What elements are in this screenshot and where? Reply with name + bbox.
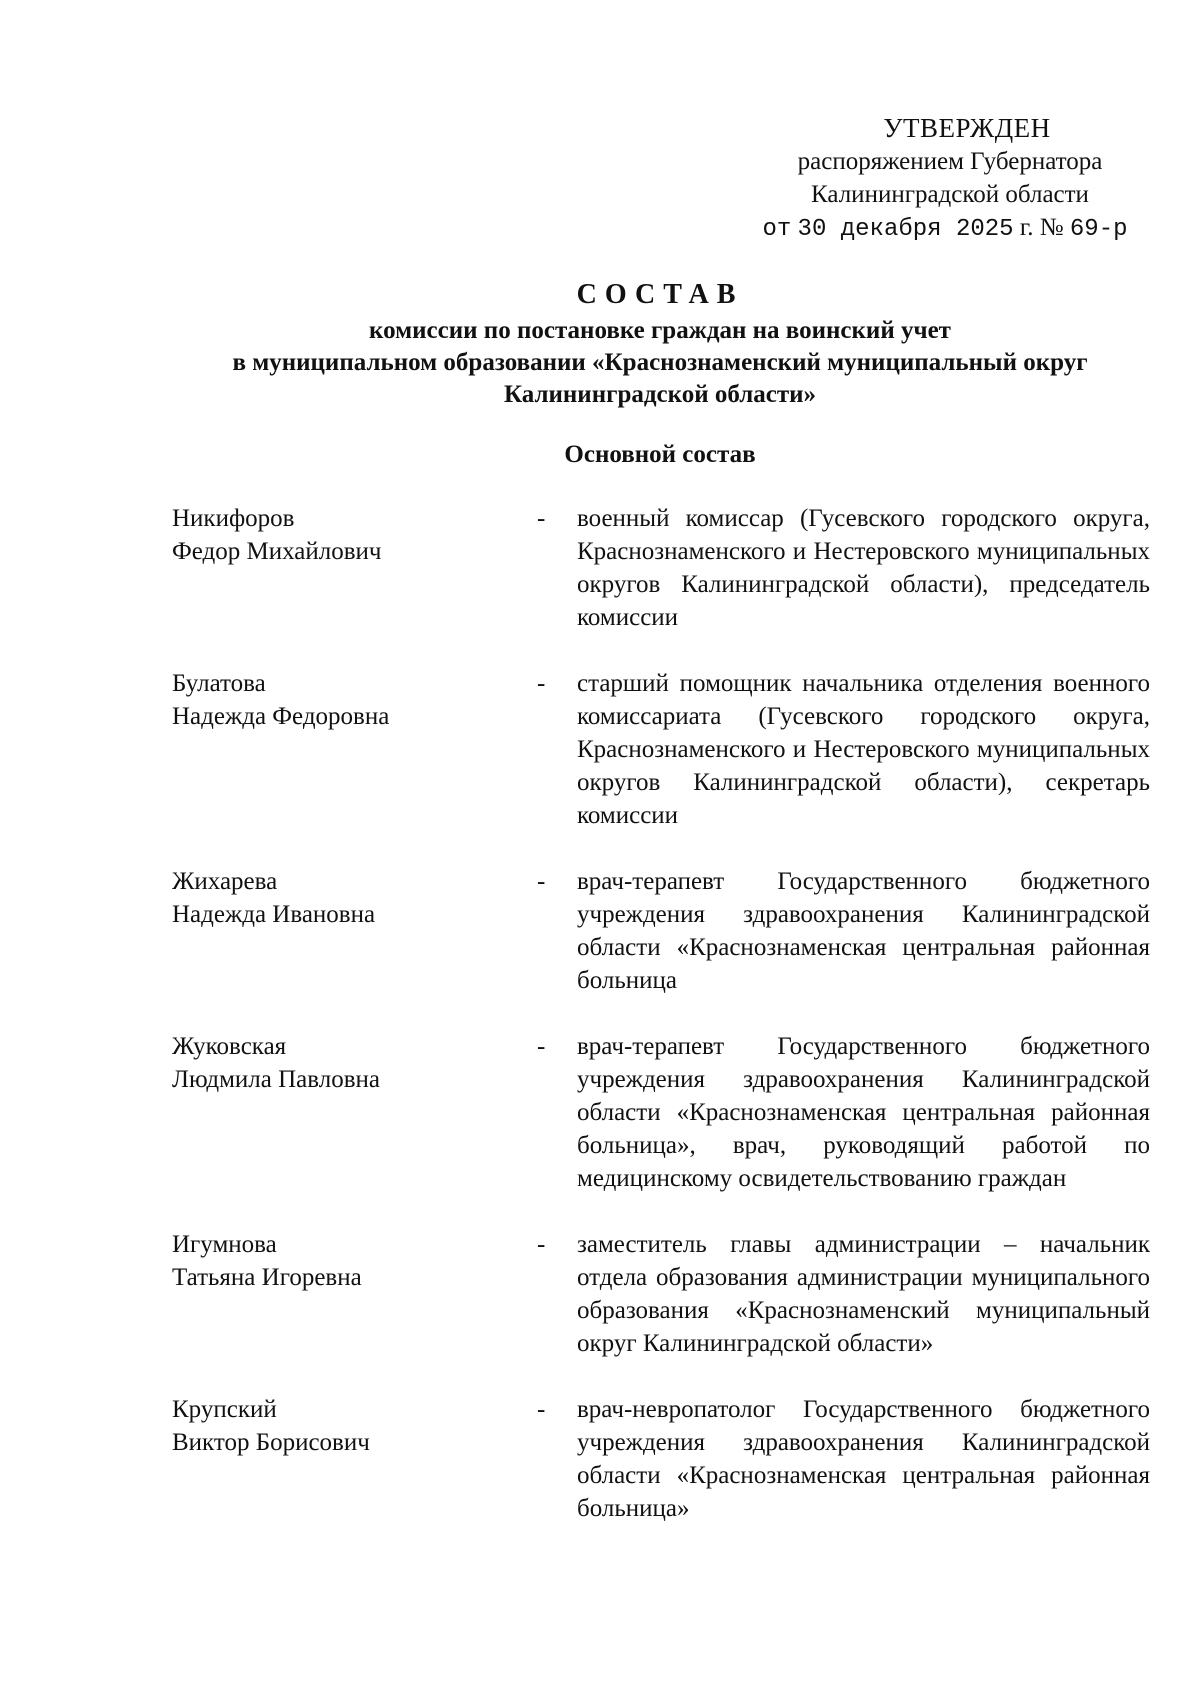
approval-line-region: Калининградской области <box>811 181 1089 208</box>
order-number: 69-р <box>1069 216 1128 243</box>
member-role: врач-терапевт Государственного бюджетного учреждения здравоохранения Калининградской области «Краснознаменская центральная районная больница», врач, руководящий работой по медицинскому освидетельствованию граждан <box>577 1033 1150 1192</box>
member-role: врач-невропатолог Государственного бюджетного учреждения здравоохранения Калининградской области «Краснознаменская центральная районная больница» <box>577 1396 1150 1522</box>
member-name <box>172 502 532 568</box>
member-entry <box>172 667 1150 832</box>
member-dash: - <box>537 670 546 697</box>
member-entry <box>172 502 1150 634</box>
member-role: старший помощник начальника отделения военного комиссариата (Гусевского городского округа, Краснознаменского и Нестеровского муниципальных округов Калининградской области), секретарь комиссии <box>577 670 1150 829</box>
member-role: врач-терапевт Государственного бюджетного учреждения здравоохранения Калининградской области «Краснознаменская центральная районная больница <box>577 868 1150 994</box>
order-date: 30 декабря 2025 <box>797 216 1014 243</box>
member-dash: - <box>537 868 546 895</box>
order-prefix: от <box>762 216 792 243</box>
order-number-label: г. № <box>1019 214 1064 241</box>
document-subtitle-line-3: Калининградской области» <box>503 381 817 408</box>
member-dash: - <box>537 1396 546 1423</box>
member-dash: - <box>537 505 546 532</box>
member-surname: Игумнова <box>172 1231 277 1258</box>
approval-block <box>760 112 1140 246</box>
member-dash: - <box>537 1231 546 1258</box>
member-name <box>172 1228 532 1294</box>
member-dash: - <box>537 1033 546 1060</box>
member-surname: Крупский <box>172 1396 277 1423</box>
member-role: заместитель главы администрации – начальник отдела образования администрации муниципального образования «Краснознаменский муниципальный округ Калининградской области» <box>577 1231 1150 1357</box>
member-entry <box>172 1228 1150 1360</box>
member-entry <box>172 1030 1150 1195</box>
document-title: СОСТАВ <box>576 279 744 310</box>
member-given-name: Татьяна Игоревна <box>172 1264 362 1291</box>
approval-order-line <box>750 211 1140 246</box>
member-entry <box>172 1393 1150 1525</box>
member-surname: Булатова <box>172 670 266 697</box>
member-given-name: Людмила Павловна <box>172 1066 380 1093</box>
member-given-name: Надежда Ивановна <box>172 901 376 928</box>
member-name <box>172 667 532 733</box>
member-surname: Жихарева <box>172 868 278 895</box>
document-subtitle-line-2: в муниципальном образовании «Краснознаменский муниципальный округ <box>232 349 1088 376</box>
member-given-name: Виктор Борисович <box>172 1429 370 1456</box>
member-name <box>172 1393 532 1459</box>
member-name <box>172 1030 532 1096</box>
approval-title: УТВЕРЖДЕН <box>883 113 1051 143</box>
member-given-name: Федор Михайлович <box>172 538 382 565</box>
member-surname: Никифоров <box>172 505 295 532</box>
member-entry <box>172 865 1150 997</box>
document-subtitle-line-1: комиссии по постановке граждан на воинский учет <box>369 317 951 344</box>
member-name <box>172 865 532 931</box>
member-given-name: Надежда Федоровна <box>172 703 390 730</box>
approval-line-governor: распоряжением Губернатора <box>797 148 1103 175</box>
member-surname: Жуковская <box>172 1033 287 1060</box>
document-title-block <box>120 277 1200 411</box>
section-heading: Основной состав <box>564 441 756 468</box>
member-role: военный комиссар (Гусевского городского округа, Краснознаменского и Нестеровского муниципальных округов Калининградской области), председатель комиссии <box>577 505 1150 631</box>
members-list <box>172 502 1150 1558</box>
